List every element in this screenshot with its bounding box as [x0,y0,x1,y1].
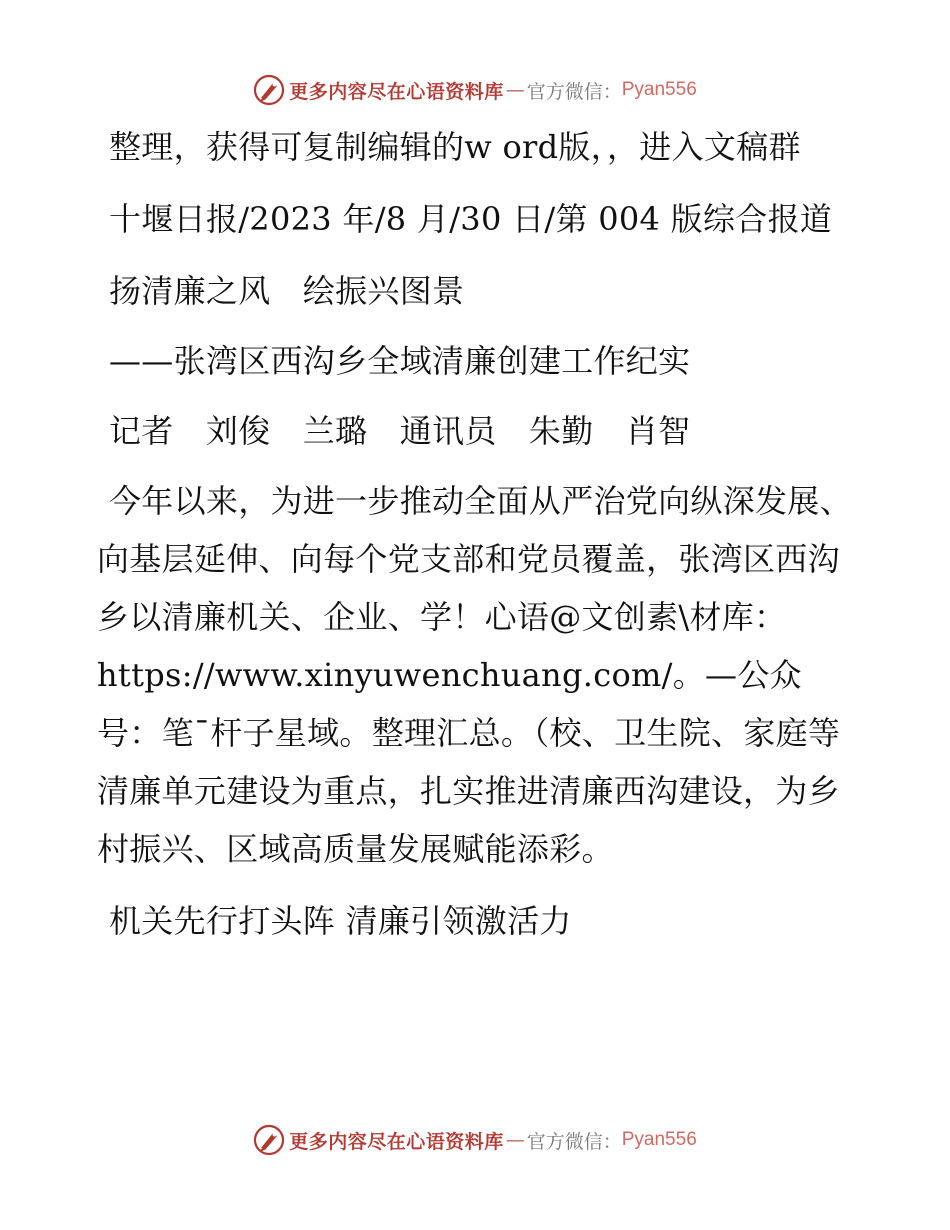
banner-wechat-label: 官方微信： [526,1130,622,1153]
section-heading: 机关先行打头阵 清廉引领激活力 [109,902,572,940]
article-subtitle: ——张湾区西沟乡全域清廉创建工作纪实 [109,342,691,380]
footer-banner [0,1120,950,1160]
source-line: 十堰日报/2023 年/8 月/30 日/第 004 版综合报道 [109,200,833,238]
intro-note: 整理，获得可复制编辑的w ord版，，进入文稿群 [109,128,801,166]
banner-wechat-id: Pyan556 [621,79,697,100]
header-banner [0,70,950,110]
body-paragraph: 今年以来，为进一步推动全面从严治党向纵深发展、向基层延伸、向每个党支部和党员覆盖，张湾区西沟乡以清廉机关、企业、学！心语@文创素\材库：https://www.xinyuwenchuang.com/。—公众号：笔¯杆子星域。整理汇总。（校、卫生院、家庭等清廉单元建设为重点，扎实推进清廉西沟建设，为乡村振兴、区域高质量发展赋能添彩。 [97,482,852,868]
document-body [97,118,857,964]
banner-wechat-label: 官方微信： [526,80,622,103]
pen-nib-logo-icon [253,74,285,106]
banner-dash: — [505,1129,525,1151]
byline: 记者 刘俊 兰璐 通讯员 朱勤 肖智 [109,412,691,450]
banner-brand-text: 更多内容尽在心语资料库 [289,80,504,103]
banner-brand-text: 更多内容尽在心语资料库 [289,1130,504,1153]
article-title: 扬清廉之风 绘振兴图景 [109,272,465,310]
pen-nib-logo-icon [253,1124,285,1156]
banner-wechat-id: Pyan556 [621,1129,697,1150]
banner-dash: — [505,79,525,101]
